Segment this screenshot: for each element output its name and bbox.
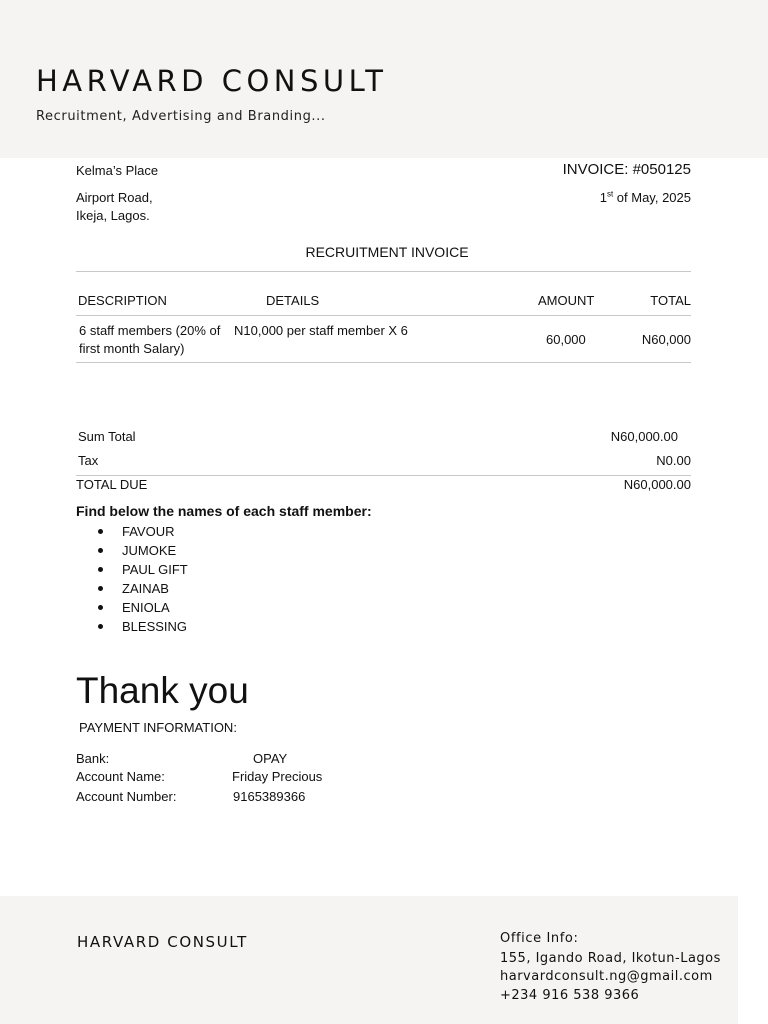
invoice-heading: RECRUITMENT INVOICE <box>305 244 469 260</box>
table-top-rule <box>76 271 691 272</box>
client-name: Kelma’s Place <box>76 163 159 178</box>
row-description-line2: first month Salary) <box>79 341 185 356</box>
row-amount: 60,000 <box>546 332 586 347</box>
invoice-number: INVOICE: #050125 <box>562 161 691 178</box>
client-address-line2: Ikeja, Lagos. <box>76 208 150 223</box>
row-description-line1: 6 staff members (20% of <box>79 323 221 338</box>
footer-company: HARVARD CONSULT <box>77 933 248 951</box>
date-rest: of May, 2025 <box>613 190 691 205</box>
company-title: HARVARD CONSULT <box>36 64 388 98</box>
col-header-details: DETAILS <box>266 293 320 308</box>
account-name-value: Friday Precious <box>232 769 323 784</box>
payment-heading: PAYMENT INFORMATION: <box>79 720 237 735</box>
list-item: JUMOKE <box>96 541 188 560</box>
invoice-date <box>600 190 691 205</box>
total-due-value: N60,000.00 <box>623 477 691 492</box>
list-item: BLESSING <box>96 617 188 636</box>
sum-total-label: Sum Total <box>78 429 136 444</box>
account-number-label: Account Number: <box>76 789 177 804</box>
account-name-label: Account Name: <box>76 769 165 784</box>
date-day: 1 <box>599 190 607 205</box>
list-item: FAVOUR <box>96 522 188 541</box>
tax-label: Tax <box>78 453 99 468</box>
date-suffix: st <box>606 189 614 199</box>
sum-total-value: N60,000.00 <box>610 429 678 444</box>
office-address: 155, Igando Road, Ikotun-Lagos <box>500 951 721 966</box>
tax-value: N0.00 <box>656 453 691 468</box>
col-header-amount: AMOUNT <box>538 293 595 308</box>
account-number-value: 9165389366 <box>233 789 306 804</box>
col-header-description: DESCRIPTION <box>78 293 167 308</box>
col-header-total: TOTAL <box>650 293 691 308</box>
staff-heading: Find below the names of each staff member: <box>76 503 372 519</box>
row-details: N10,000 per staff member X 6 <box>234 323 408 338</box>
company-tagline: Recruitment, Advertising and Branding... <box>36 109 326 124</box>
office-info-heading: Office Info: <box>500 931 579 946</box>
total-due-label: TOTAL DUE <box>76 477 148 492</box>
thank-you-heading: Thank you <box>76 670 249 711</box>
list-item: ZAINAB <box>96 579 188 598</box>
table-header-rule <box>76 315 691 316</box>
list-item: PAUL GIFT <box>96 560 188 579</box>
staff-list <box>96 522 188 636</box>
list-item: ENIOLA <box>96 598 188 617</box>
row-total: N60,000 <box>641 332 691 347</box>
office-email: harvardconsult.ng@gmail.com <box>500 969 713 984</box>
table-bottom-rule <box>76 362 691 363</box>
bank-label: Bank: <box>76 751 110 766</box>
bank-value: OPAY <box>253 751 288 766</box>
client-address-line1: Airport Road, <box>76 190 153 205</box>
summary-rule <box>76 475 691 476</box>
office-phone: +234 916 538 9366 <box>500 988 640 1003</box>
